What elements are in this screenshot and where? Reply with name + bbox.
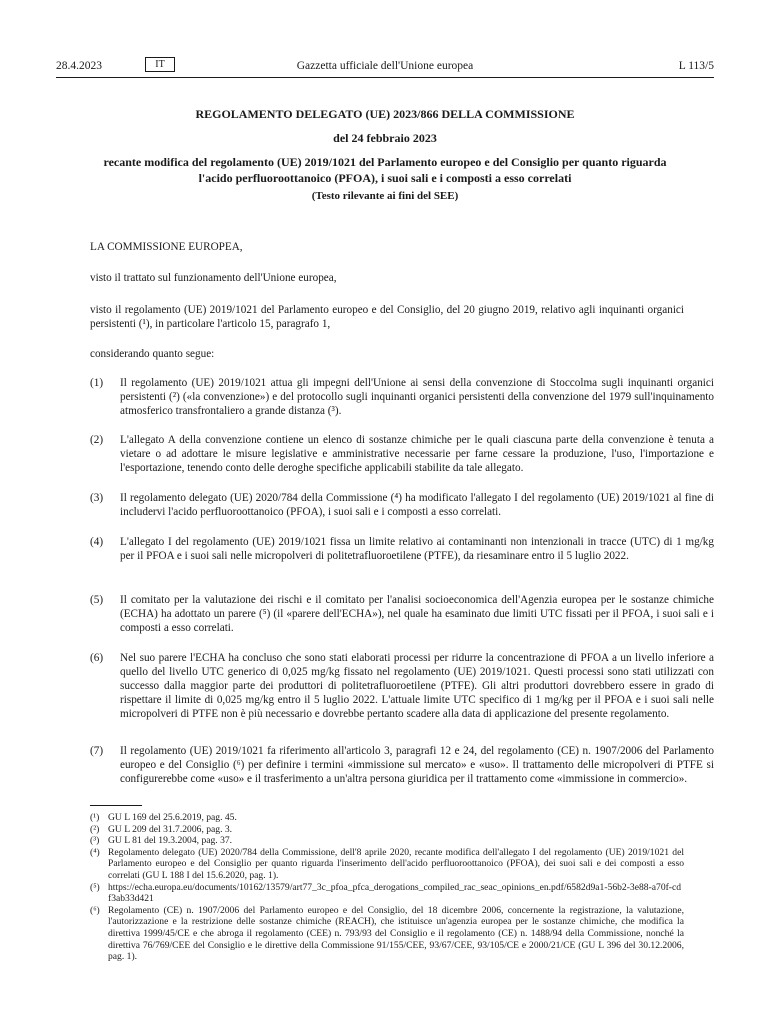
footnotes-list [90,812,684,963]
preamble-considering: considerando quanto segue: [90,348,215,360]
eea-relevance: (Testo rilevante ai fini del SEE) [311,190,459,202]
recital-text: L'allegato A della convenzione contiene un elenco di sostanze chimiche per le quali ciascuna parte della convenzione è tenuta a vietare o ad adottare le misure legislative e amministrative necessarie per farne cessare la produzione, l'uso, l'importazione e l'esportazione, tenendo conto delle deroghe specifiche applicabili stabilite da tale allegato. [120,434,714,474]
journal-title: Gazzetta ufficiale dell'Unione europea [296,60,474,72]
language-badge: IT [145,57,175,72]
footnote-number: (⁵) [90,881,100,893]
recital-item [90,433,714,475]
recital-item [90,491,714,519]
preamble-regulation: visto il regolamento (UE) 2019/1021 del Parlamento europeo e del Consiglio, del 20 giugno 2019, relativo agli inquinanti organici persistenti (¹), in particolare l'articolo 15, paragrafo 1, [90,304,684,330]
recital-number: (6) [90,652,104,664]
regulation-title [100,106,670,186]
footnote-number: (³) [90,835,100,847]
recital-item [90,651,714,721]
footnote-text: Regolamento (CE) n. 1907/2006 del Parlamento europeo e del Consiglio, del 18 dicembre 2006, concernente la registrazione, la valutazione, l'autorizzazione e la restrizione delle sostanze chimiche (REACH), che istituisce un'agenzia europea per le sostanze chimiche, che modifica la direttiva 1999/45/CE e che abroga il regolamento (CEE) n. 793/93 del Consiglio e il regolamento (CE) n. 1488/94 della Commissione, nonché la direttiva 76/769/CEE del Consiglio e le direttive della Commissione 91/155/CEE, 93/67/CEE, 93/105/CE e 2000/21/CE (GU L 396 del 30.12.2006, pag. 1). [108,904,684,963]
footnote-item [90,835,684,847]
preamble-commission: LA COMMISSIONE EUROPEA, [90,241,243,253]
page-header [56,60,714,78]
recital-number: (5) [90,594,104,606]
footnote-item [90,847,684,882]
footnote-item [90,905,684,963]
footnote-divider [90,805,142,806]
footnote-text: GU L 81 del 19.3.2004, pag. 37. [108,835,233,847]
recital-item [90,535,714,563]
footnote-text: GU L 209 del 31.7.2006, pag. 3. [108,823,233,835]
recital-number: (7) [90,745,104,757]
publication-date: 28.4.2023 [56,60,102,72]
footnote-link[interactable]: https://echa.europa.eu/documents/10162/13579/art77_3c_pfoa_pfca_derogations_compiled_rac_seac_opinions_en.pdf/6582d9a1-56b2-3e88-a70f-cdf3ab33d421 [108,881,682,905]
footnote-number: (²) [90,823,100,835]
preamble-treaty: visto il trattato sul funzionamento dell'Unione europea, [90,272,337,284]
footnote-text: Regolamento delegato (UE) 2020/784 della Commissione, dell'8 aprile 2020, recante modifica dell'allegato I del regolamento (UE) 2019/1021 del Parlamento europeo e del Consiglio per quanto riguarda l'inserimento dell'acido perfluoroottanoico (PFOA), dei suoi sali e dei composti a esso correlati (GU L 188 I del 15.6.2020, pag. 1). [108,846,684,881]
footnote-item [90,812,684,824]
footnote-item [90,882,684,905]
recital-text: Il comitato per la valutazione dei rischi e il comitato per l'analisi socioeconomica dell'Agenzia europea per le sostanze chimiche (ECHA) ha adottato un parere (⁵) (il «parere dell'ECHA»), nel quale ha esaminato due limiti UTC fissati per il PFOA, i suoi sali e i composti a esso correlati. [120,594,714,634]
footnote-item [90,824,684,836]
recital-number: (1) [90,377,104,389]
recital-text: L'allegato I del regolamento (UE) 2019/1021 fissa un limite relativo ai contaminanti non intenzionali in tracce (UTC) di 1 mg/kg per il PFOA e i suoi sali nelle micropolveri di politetrafluoroetilene (PTFE), da riesaminare entro il 5 luglio 2022. [120,536,714,562]
title-line: REGOLAMENTO DELEGATO (UE) 2023/866 DELLA COMMISSIONE [195,107,575,121]
recital-item [90,593,714,635]
title-subject: recante modifica del regolamento (UE) 2019/1021 del Parlamento europeo e del Consiglio per quanto riguarda l'acido perfluoroottanoico (PFOA), i suoi sali e i composti a esso correlati [103,155,667,185]
footnote-number: (⁴) [90,846,100,858]
recital-text: Il regolamento delegato (UE) 2020/784 della Commissione (⁴) ha modificato l'allegato I del regolamento (UE) 2019/1021 al fine di includervi l'acido perfluoroottanoico (PFOA), i suoi sali e i composti a esso correlati. [120,492,714,518]
header-divider [56,77,714,78]
recital-number: (4) [90,536,104,548]
recital-text: Il regolamento (UE) 2019/1021 fa riferimento all'articolo 3, paragrafi 12 e 24, del regolamento (CE) n. 1907/2006 del Parlamento europeo e del Consiglio (⁶) per definire i termini «immissione sul mercato» e «uso». Il trattamento delle micropolveri di PTFE si configurerebbe come «uso» e il trasferimento a un'altra persona giuridica per il trattamento come «immissione in commercio». [120,745,714,785]
title-date: del 24 febbraio 2023 [333,131,437,145]
recital-item [90,744,714,786]
recital-text: Nel suo parere l'ECHA ha concluso che sono stati elaborati processi per ridurre la concentrazione di PFOA a un livello inferiore a quello del livello UTC generico di 0,025 mg/kg fissato nel regolamento (UE) 2019/1021. Questi processi sono stati utilizzati con successo dalla maggior parte dei produttori di politetrafluoroetilene (PTFE). Gli altri produttori dovrebbero essere in grado di rispettare il limite di 0,025 mg/kg entro il 5 luglio 2022. L'attuale limite UTC specifico di 1 mg/kg per il PFOA e i suoi sali nelle micropolveri di PTFE non è più necessario e dovrebbe pertanto scadere alla data di applicazione del presente regolamento. [120,652,714,720]
footnote-text: GU L 169 del 25.6.2019, pag. 45. [108,812,237,823]
footnote-number: (⁶) [90,904,100,916]
recital-text: Il regolamento (UE) 2019/1021 attua gli impegni dell'Unione ai sensi della convenzione di Stoccolma sugli inquinanti organici persistenti (²) («la convenzione») e del protocollo sugli inquinanti organici persistenti della convenzione del 1979 sull'inquinamento atmosferico transfrontaliero a grande distanza (³). [120,377,714,417]
recital-item [90,376,714,418]
recital-number: (2) [90,434,104,446]
page-reference: L 113/5 [678,60,714,72]
footnote-number: (¹) [90,812,100,823]
recital-number: (3) [90,492,104,504]
